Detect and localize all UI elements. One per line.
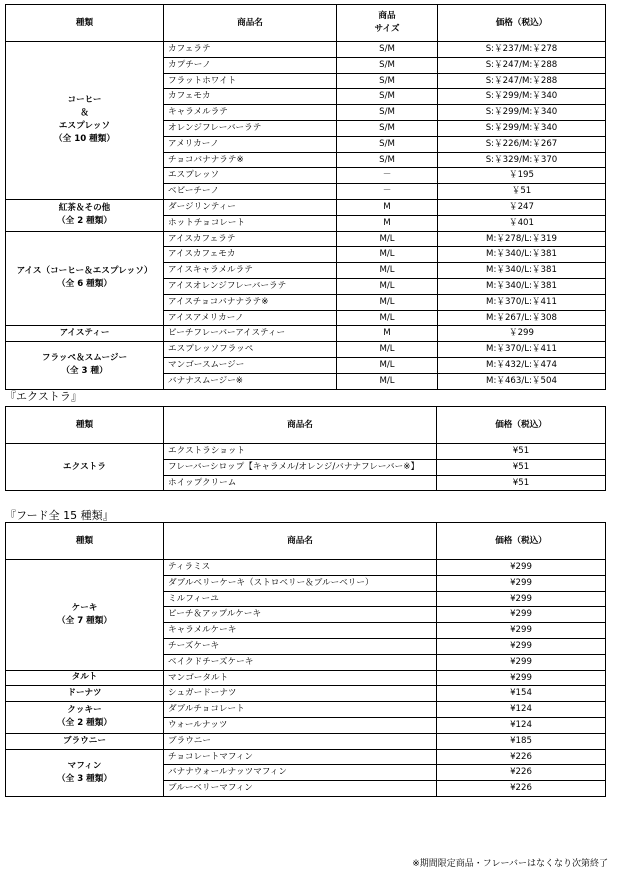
drinks-table: [5, 4, 606, 390]
table-row: [6, 231, 606, 247]
product-name: アイスチョコバナナラテ※: [164, 294, 337, 310]
product-name: アイスアメリカーノ: [164, 310, 337, 326]
product-size: －: [337, 168, 438, 184]
category-label: 紅茶＆その他: [58, 203, 111, 214]
header-product-name: 商品名: [164, 5, 337, 42]
table-row: [6, 686, 606, 702]
product-price: ¥226: [437, 765, 606, 781]
product-size: M/L: [337, 373, 438, 389]
product-size: M/L: [337, 310, 438, 326]
product-name: ウォールナッツ: [164, 717, 437, 733]
table-row: [6, 326, 606, 342]
category-label: ケーキ: [71, 602, 98, 613]
product-price: S:￥299/M:￥340: [438, 89, 606, 105]
category-cell: [6, 749, 164, 796]
product-size: S/M: [337, 57, 438, 73]
product-price: ¥51: [437, 475, 606, 491]
product-size: S/M: [337, 105, 438, 121]
product-price: ¥299: [437, 560, 606, 576]
product-size: M/L: [337, 263, 438, 279]
product-name: バナナウォールナッツマフィン: [164, 765, 437, 781]
header-size: 商品 サイズ: [337, 5, 438, 42]
product-name: アメリカーノ: [164, 136, 337, 152]
product-price: S:￥226/M:￥267: [438, 136, 606, 152]
product-price: ¥299: [437, 623, 606, 639]
product-price: ¥299: [437, 607, 606, 623]
product-price: M:￥463/L:￥504: [438, 373, 606, 389]
header-price: 価格（税込）: [438, 5, 606, 42]
extra-table: [5, 406, 606, 491]
product-name: チーズケーキ: [164, 638, 437, 654]
product-price: ¥185: [437, 733, 606, 749]
product-name: エクストラショット: [164, 444, 437, 460]
product-size: M: [337, 326, 438, 342]
product-name: チョコレートマフィン: [164, 749, 437, 765]
product-name: ブルーベリーマフィン: [164, 781, 437, 797]
product-size: S/M: [337, 152, 438, 168]
product-price: ￥247: [438, 199, 606, 215]
category-cell: [6, 231, 164, 326]
product-size: S/M: [337, 73, 438, 89]
product-size: M: [337, 215, 438, 231]
product-price: ¥299: [437, 638, 606, 654]
product-name: ホイップクリーム: [164, 475, 437, 491]
product-name: キャラメルラテ: [164, 105, 337, 121]
product-price: ¥226: [437, 781, 606, 797]
product-name: カプチーノ: [164, 57, 337, 73]
product-name: ダブルベリーケーキ（ストロベリー＆ブルーベリー）: [164, 575, 437, 591]
table-row: [6, 199, 606, 215]
product-price: ¥124: [437, 717, 606, 733]
product-name: ティラミス: [164, 560, 437, 576]
product-price: ¥299: [437, 591, 606, 607]
product-name: マンゴータルト: [164, 670, 437, 686]
category-label: ドーナツ: [67, 688, 102, 699]
header-category: 種類: [6, 5, 164, 42]
product-price: ¥51: [437, 444, 606, 460]
product-name: カフェラテ: [164, 42, 337, 58]
category-cell: エクストラ: [6, 444, 164, 491]
product-size: M/L: [337, 342, 438, 358]
category-cell: [6, 42, 164, 200]
product-price: M:￥432/L:￥474: [438, 357, 606, 373]
product-size: M/L: [337, 357, 438, 373]
product-size: M: [337, 199, 438, 215]
product-size: M/L: [337, 247, 438, 263]
product-price: M:￥267/L:￥308: [438, 310, 606, 326]
category-label: ブラウニー: [63, 735, 106, 746]
category-label: （全 2 種類）: [57, 718, 112, 729]
product-price: ￥51: [438, 184, 606, 200]
table-row: [6, 42, 606, 58]
product-name: バナナスムージー※: [164, 373, 337, 389]
product-price: S:￥247/M:￥288: [438, 57, 606, 73]
product-price: S:￥299/M:￥340: [438, 105, 606, 121]
product-size: －: [337, 184, 438, 200]
category-cell: [6, 702, 164, 734]
category-cell: [6, 560, 164, 671]
product-price: ￥401: [438, 215, 606, 231]
table-row: [6, 702, 606, 718]
product-size: M/L: [337, 231, 438, 247]
header-category: 種類: [6, 523, 164, 560]
product-name: アイスカフェラテ: [164, 231, 337, 247]
category-cell: [6, 686, 164, 702]
footnote: ※期間限定商品・フレーバーはなくなり次第終了: [412, 859, 608, 869]
product-name: チョコバナナラテ※: [164, 152, 337, 168]
header-product-name: 商品名: [164, 523, 437, 560]
product-name: ベイクドチーズケーキ: [164, 654, 437, 670]
product-price: S:￥247/M:￥288: [438, 73, 606, 89]
category-label: マフィン: [67, 760, 102, 771]
product-name: オレンジフレーバーラテ: [164, 120, 337, 136]
product-price: ¥299: [437, 575, 606, 591]
product-name: ミルフィーユ: [164, 591, 437, 607]
product-price: ¥299: [437, 670, 606, 686]
product-price: M:￥340/L:￥381: [438, 278, 606, 294]
category-label: タルト: [71, 672, 98, 683]
category-label: （全 10 種類）: [54, 134, 115, 145]
table-row: [6, 749, 606, 765]
table-row: [6, 733, 606, 749]
product-price: S:￥329/M:￥370: [438, 152, 606, 168]
product-size: M/L: [337, 278, 438, 294]
table-row: [6, 560, 606, 576]
product-size: S/M: [337, 42, 438, 58]
category-label: （全 7 種類）: [57, 615, 112, 626]
product-price: M:￥340/L:￥381: [438, 247, 606, 263]
product-price: ￥299: [438, 326, 606, 342]
product-name: ホットチョコレート: [164, 215, 337, 231]
product-price: ¥51: [437, 459, 606, 475]
category-cell: [6, 733, 164, 749]
product-price: ¥124: [437, 702, 606, 718]
product-price: ￥195: [438, 168, 606, 184]
product-price: ¥154: [437, 686, 606, 702]
category-label: （全 3 種）: [61, 366, 108, 377]
header-price: 価格（税込）: [437, 407, 606, 444]
product-name: シュガードーナツ: [164, 686, 437, 702]
product-name: アイスカフェモカ: [164, 247, 337, 263]
product-price: S:￥299/M:￥340: [438, 120, 606, 136]
category-label: コーヒー: [67, 95, 102, 106]
category-cell: [6, 199, 164, 231]
food-section-title: 『フード全 15 種類』: [5, 509, 114, 522]
product-price: M:￥370/L:￥411: [438, 294, 606, 310]
product-size: M/L: [337, 294, 438, 310]
extra-header-row: [6, 407, 606, 444]
product-price: M:￥340/L:￥381: [438, 263, 606, 279]
food-header-row: [6, 523, 606, 560]
category-label: フラッペ＆スムージー: [41, 353, 128, 364]
table-row: [6, 670, 606, 686]
product-name: アイスキャラメルラテ: [164, 263, 337, 279]
product-price: S:￥237/M:￥278: [438, 42, 606, 58]
product-name: ブラウニー: [164, 733, 437, 749]
category-label: エスプレッソ: [58, 121, 111, 132]
product-name: アイスオレンジフレーバーラテ: [164, 278, 337, 294]
category-label: アイス（コーヒー＆エスプレッソ）: [16, 266, 153, 277]
table-row: [6, 342, 606, 358]
drinks-header-row: [6, 5, 606, 42]
product-price: ¥226: [437, 749, 606, 765]
product-name: カフェモカ: [164, 89, 337, 105]
food-table: [5, 522, 606, 797]
product-name: フラットホワイト: [164, 73, 337, 89]
product-size: S/M: [337, 89, 438, 105]
header-category: 種類: [6, 407, 164, 444]
product-name: キャラメルケーキ: [164, 623, 437, 639]
product-name: エスプレッソ: [164, 168, 337, 184]
product-name: ベビーチーノ: [164, 184, 337, 200]
product-price: M:￥370/L:￥411: [438, 342, 606, 358]
product-name: ピーチ＆アップルケーキ: [164, 607, 437, 623]
table-row: [6, 444, 606, 460]
category-cell: [6, 326, 164, 342]
extra-section-title: 『エクストラ』: [5, 390, 82, 403]
category-label: （全 6 種類）: [57, 279, 112, 290]
product-name: ダブルチョコレート: [164, 702, 437, 718]
category-label: クッキー: [67, 705, 102, 716]
category-label: ＆: [80, 108, 89, 119]
product-name: エスプレッソフラッペ: [164, 342, 337, 358]
header-price: 価格（税込）: [437, 523, 606, 560]
category-cell: [6, 670, 164, 686]
header-product-name: 商品名: [164, 407, 437, 444]
product-name: ダージリンティー: [164, 199, 337, 215]
product-name: ピーチフレーバーアイスティー: [164, 326, 337, 342]
product-name: マンゴースムージー: [164, 357, 337, 373]
product-price: ¥299: [437, 654, 606, 670]
category-label: （全 3 種類）: [57, 773, 112, 784]
category-label: （全 2 種類）: [57, 216, 112, 227]
category-cell: [6, 342, 164, 389]
product-price: M:￥278/L:￥319: [438, 231, 606, 247]
product-name: フレーバーシロップ【キャラメル/オレンジ/バナナフレーバー※】: [164, 459, 437, 475]
product-size: S/M: [337, 136, 438, 152]
product-size: S/M: [337, 120, 438, 136]
category-label: アイスティー: [59, 328, 110, 339]
